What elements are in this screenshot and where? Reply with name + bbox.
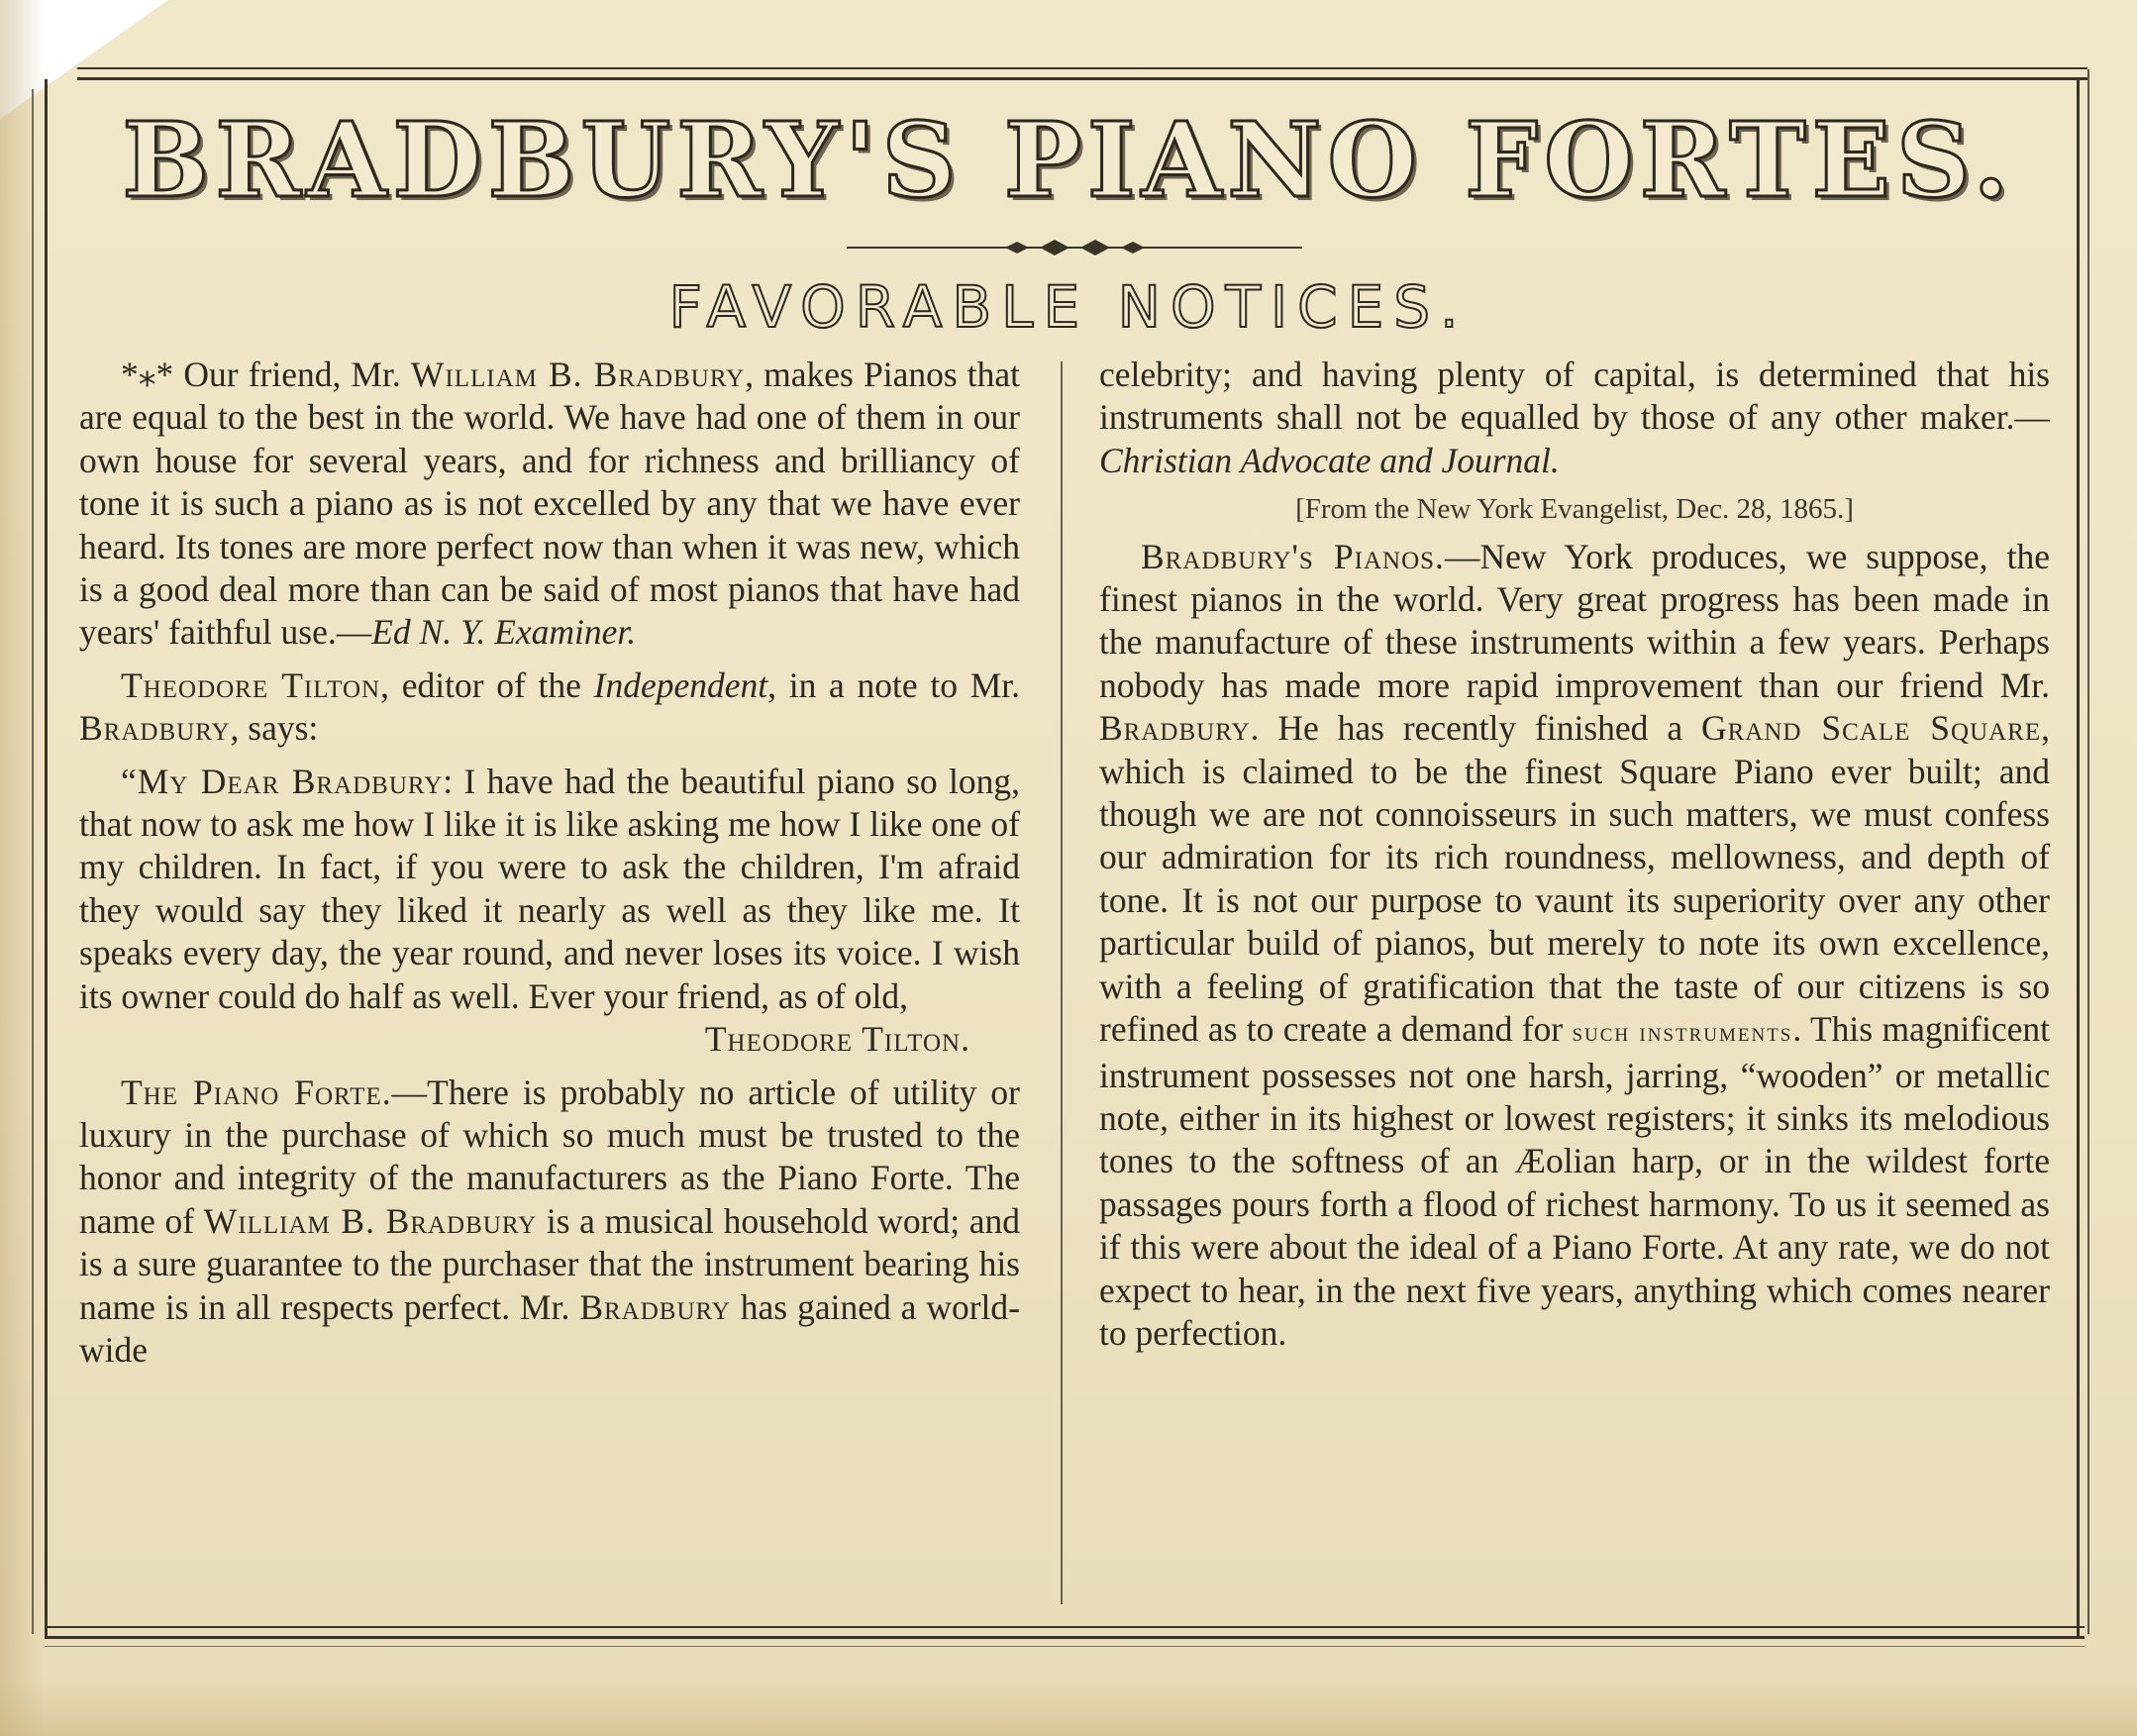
paragraph-heading: Bradbury's Pianos. xyxy=(1141,536,1445,576)
notice-tilton-letter: “My Dear Bradbury: I have had the beautiful piano so long, that now to ask me how I like it is like asking me how I like one of my children. In fact, if you were to ask the children, I'm afraid they would say they liked it nearly as well as they like me. It speaks every day, the year round, and never loses its voice. I wish its owner could do half as well. Ever your friend, as of old, xyxy=(79,761,1020,1016)
person-name: William B. Bradbury xyxy=(203,1200,538,1241)
page-title: BRADBURY'S PIANO FORTES. xyxy=(122,99,2015,221)
left-column xyxy=(79,354,1020,1372)
top-rule xyxy=(77,77,2087,80)
section-subtitle: FAVORABLE NOTICES. xyxy=(668,273,1469,341)
notice-continued: celebrity; and having plenty of capital, is determined that his instruments shall not be equalled by those of any other maker.—Christian Advocate and Journal. xyxy=(1099,355,2050,480)
notice-piano-forte: The Piano Forte.—There is probably no article of utility or luxury in the purchase of which so much must be trusted to the honor and integrity of the manufacturers as the Piano Forte. The name of William B. Bradbury is a musical household word; and is a sure guarantee to the purchaser that the instrument bearing his name is in all respects perfect. Mr. Bradbury has gained a world-wide xyxy=(79,1072,1021,1370)
notice-examiner: *⁎* Our friend, Mr. William B. Bradbury, makes Pianos that are equal to the best in the world. We have had one of them in our own house for several years, and for richness and brilliancy of tone it is such a piano as is not excelled by any that we have ever heard. Its tones are more perfect now than when it was new, which is a good deal more than can be said of most pianos that have had years' faithful use.—Ed N. Y. Examiner. xyxy=(79,355,1021,653)
person-name: Bradbury xyxy=(1099,708,1251,749)
top-rule xyxy=(77,67,2087,69)
asterism: *⁎* xyxy=(121,355,174,394)
source-note: [From the New York Evangelist, Dec. 28, 1865.] xyxy=(1295,493,1854,526)
source-citation: Christian Advocate and Journal. xyxy=(1099,440,1560,480)
product-name: Grand Scale Square xyxy=(1700,708,2042,749)
right-column xyxy=(1099,354,2050,1355)
edge-stain xyxy=(0,1677,2137,1736)
source-citation: Ed N. Y. Examiner. xyxy=(371,612,637,653)
bottom-rule xyxy=(45,1646,2085,1647)
person-name: Bradbury xyxy=(579,1286,731,1327)
notice-tilton-intro: Theodore Tilton, editor of the Independent, in a note to Mr. Bradbury, says: xyxy=(79,664,1020,749)
bottom-rule xyxy=(45,1636,2085,1639)
salutation: “My Dear Bradbury xyxy=(121,761,444,801)
signature: Theodore Tilton. xyxy=(704,1019,970,1060)
person-name: Bradbury xyxy=(79,708,231,749)
notice-evangelist: Bradbury's Pianos.—New York produces, we suppose, the finest pianos in the world. Very great progress has been made in the manufacture of these instruments within a few years. Perhaps nobody has made more rapid improvement than our friend Mr. Bradbury. He has recently finished a Grand Scale Square, which is claimed to be the finest Square Piano ever built; and though we are not connoisseurs in such matters, we must confess our admiration for its rich roundness, mellowness, and depth of tone. It is not our purpose to vaunt its superiority over any other particular build of pianos, but merely to note its own excellence, with a feeling of gratification that the taste of our citizens is so refined as to create a demand for such instruments. This magnificent instrument possesses not one harsh, jarring, “wooden” or metallic note, either in its highest or lowest registers; it sinks its melodious tones to the softness of an Æolian harp, or in the wildest forte passages pours forth a flood of richest harmony. To us it seemed as if this were about the ideal of a Piano Forte. At any rate, we do not expect to hear, in the next five years, anything which comes nearer to perfection. xyxy=(1099,536,2050,1353)
emphasis-text: such instruments xyxy=(1572,1017,1793,1048)
bottom-rule xyxy=(45,1626,2085,1628)
publication-name: Independent xyxy=(593,664,768,705)
person-name: William B. Bradbury xyxy=(410,355,746,394)
edge-stain xyxy=(0,0,45,1736)
person-name: Theodore Tilton xyxy=(121,664,381,705)
column-divider xyxy=(1061,361,1063,1604)
paragraph-heading: The Piano Forte. xyxy=(121,1072,392,1112)
ornament-rule xyxy=(847,236,1302,259)
